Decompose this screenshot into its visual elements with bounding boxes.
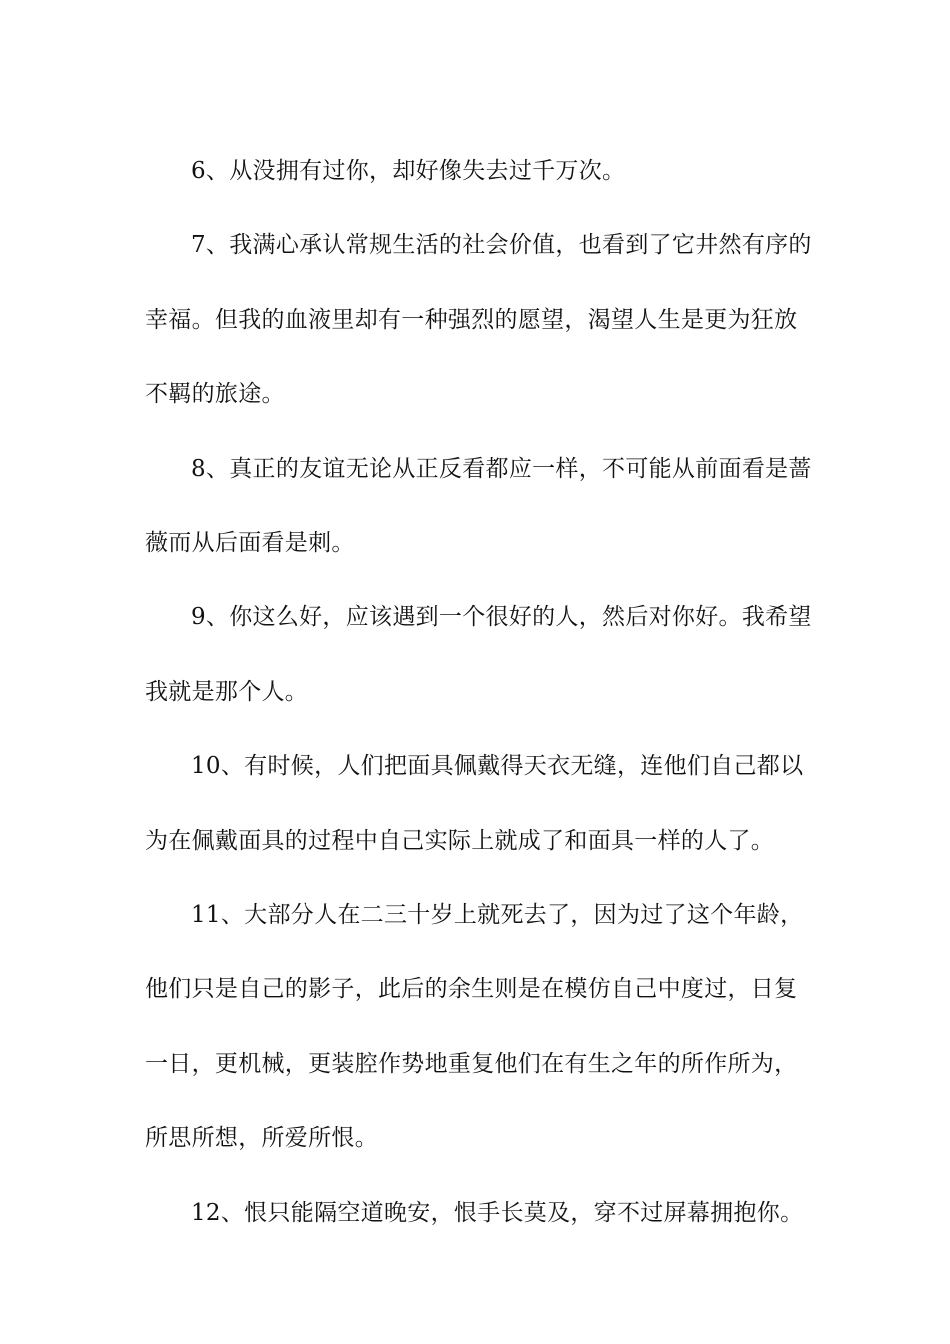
paragraph-9: 9、你这么好，应该遇到一个很好的人，然后对你好。我希望我就是那个人。 xyxy=(145,604,812,705)
paragraph-11: 11、大部分人在二三十岁上就死去了，因为过了这个年龄，他们只是自己的影子，此后的余生则是在模仿自己中度过，日复一日，更机械，更装腔作势地重复他们在有生之年的所作所为，所思所想，所爱所恨。 xyxy=(145,902,804,1152)
document-body xyxy=(145,134,815,1250)
paragraph-6: 6、从没拥有过你，却好像失去过千万次。 xyxy=(191,158,626,184)
paragraph-7: 7、我满心承认常规生活的社会价值，也看到了它井然有序的幸福。但我的血液里却有一种强烈的愿望，渴望人生是更为狂放不羁的旅途。 xyxy=(145,232,812,408)
paragraph-10: 10、有时候，人们把面具佩戴得天衣无缝，连他们自己都以为在佩戴面具的过程中自己实际上就成了和面具一样的人了。 xyxy=(145,753,804,854)
paragraph-8: 8、真正的友谊无论从正反看都应一样，不可能从前面看是蔷薇而从后面看是刺。 xyxy=(145,455,812,557)
paragraph-12: 12、恨只能隔空道晚安，恨手长莫及，穿不过屏幕拥抱你。 xyxy=(191,1199,804,1226)
